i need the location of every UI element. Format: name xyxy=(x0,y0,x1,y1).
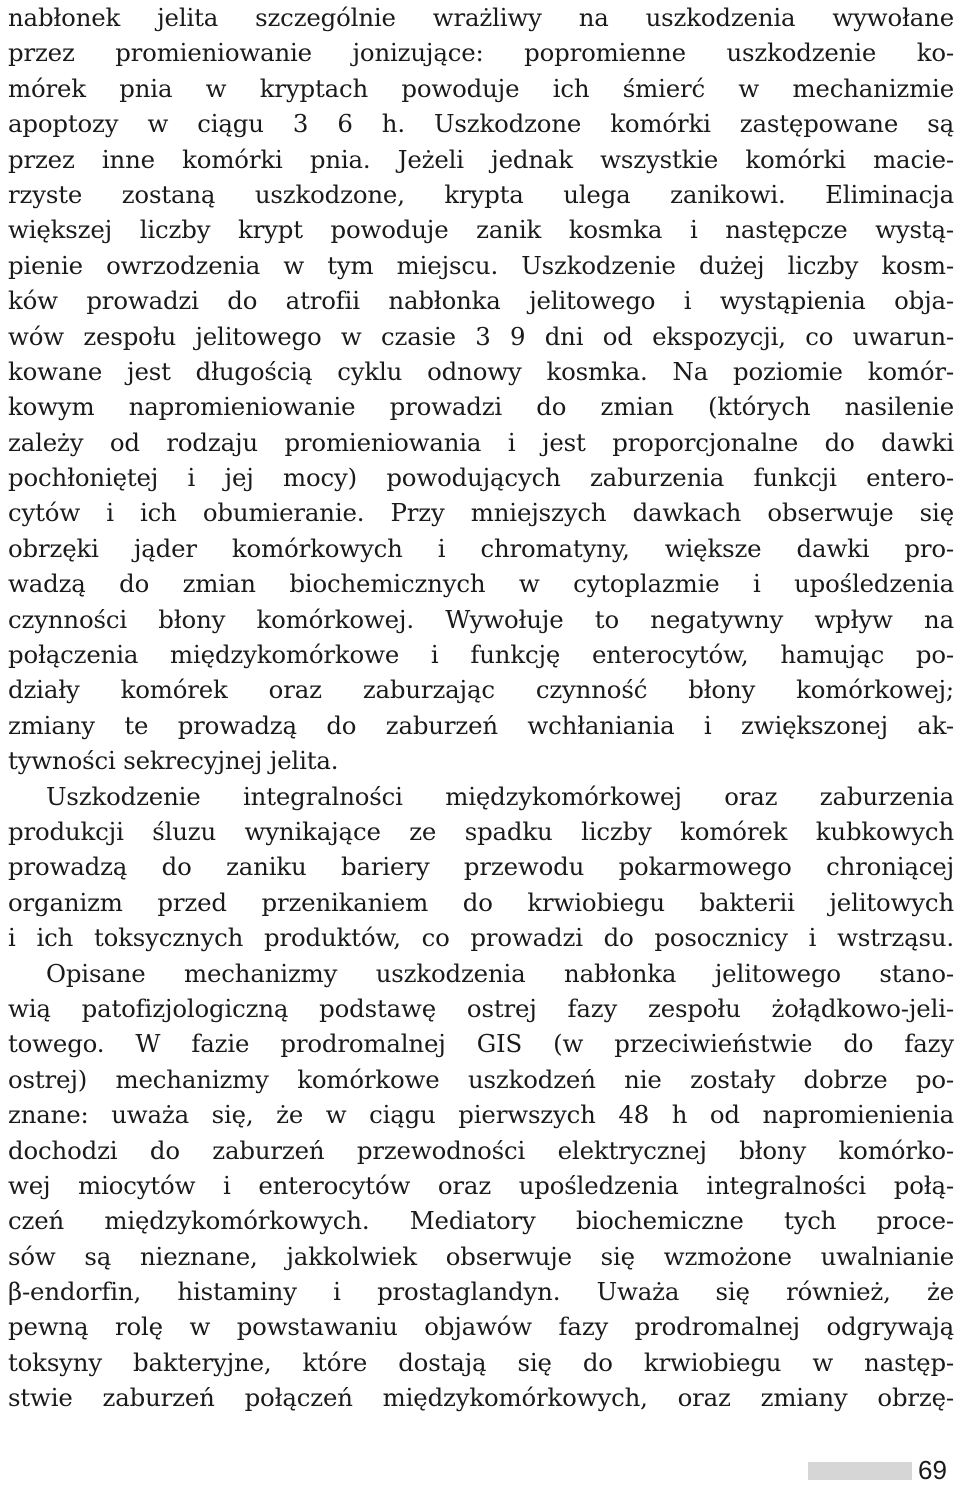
paragraph-3 xyxy=(8,956,954,1416)
text-line: toksyny bakteryjne, które dostają się do krwiobiegu w następ- xyxy=(8,1347,954,1377)
text-line: ostrej) mechanizmy komórkowe uszkodzeń nie zostały dobrze po- xyxy=(8,1064,954,1094)
text-line: cytów i ich obumieranie. Przy mniejszych dawkach obserwuje się xyxy=(8,498,954,528)
text-line: organizm przed przenikaniem do krwiobiegu bakterii jelitowych xyxy=(8,887,954,917)
text-line: większej liczby krypt powoduje zanik kosmka i następcze wystą- xyxy=(8,215,954,245)
text-line: połączenia międzykomórkowe i funkcję enterocytów, hamując po- xyxy=(8,640,954,670)
text-line: prowadzą do zaniku bariery przewodu pokarmowego chroniącej xyxy=(8,852,954,882)
text-line: apoptozy w ciągu 3 6 h. Uszkodzone komórki zastępowane są xyxy=(8,109,954,139)
text-line: obrzęki jąder komórkowych i chromatyny, większe dawki pro- xyxy=(8,533,954,563)
text-line: wadzą do zmian biochemicznych w cytoplazmie i upośledzenia xyxy=(8,569,954,599)
text-line: towego. W fazie prodromalnej GIS (w przeciwieństwie do fazy xyxy=(8,1029,954,1059)
text-line: β-endorfin, histaminy i prostaglandyn. Uważa się również, że xyxy=(8,1277,954,1307)
text-line: rzyste zostaną uszkodzone, krypta ulega zanikowi. Eliminacja xyxy=(8,179,954,209)
text-line: zależy od rodzaju promieniowania i jest proporcjonalne do dawki xyxy=(8,427,954,457)
text-line: stwie zaburzeń połączeń międzykomórkowych, oraz zmiany obrzę- xyxy=(8,1383,954,1413)
text-line: Opisane mechanizmy uszkodzenia nabłonka jelitowego stano- xyxy=(46,958,954,988)
text-line: produkcji śluzu wynikające ze spadku liczby komórek kubkowych xyxy=(8,816,954,846)
document-page xyxy=(8,0,954,1416)
text-line: nabłonek jelita szczególnie wrażliwy na uszkodzenia wywołane xyxy=(8,3,954,32)
page-footer xyxy=(0,1454,960,1486)
text-line: ków prowadzi do atrofii nabłonka jelitowego i wystąpienia obja- xyxy=(8,286,954,316)
text-line: czeń międzykomórkowych. Mediatory biochemiczne tych proce- xyxy=(8,1206,954,1236)
text-line: kowane jest długością cyklu odnowy kosmka. Na poziomie komór- xyxy=(8,356,954,386)
text-line: czynności błony komórkowej. Wywołuje to negatywny wpływ na xyxy=(8,604,954,634)
text-line: pewną rolę w powstawaniu objawów fazy prodromalnej odgrywają xyxy=(8,1312,954,1342)
page-number: 69 xyxy=(918,1455,947,1485)
text-line: Uszkodzenie integralności międzykomórkowej oraz zaburzenia xyxy=(46,781,954,811)
text-line: wej miocytów i enterocytów oraz upośledzenia integralności połą- xyxy=(8,1170,954,1200)
text-line: kowym napromieniowanie prowadzi do zmian (których nasilenie xyxy=(8,392,954,422)
text-line: tywności sekrecyjnej jelita. xyxy=(8,746,339,776)
text-line: wią patofizjologiczną podstawę ostrej fazy zespołu żołądkowo-jeli- xyxy=(8,993,954,1023)
text-line: znane: uważa się, że w ciągu pierwszych 48 h od napromienienia xyxy=(8,1100,954,1130)
paragraph-2 xyxy=(8,779,954,956)
text-line: przez inne komórki pnia. Jeżeli jednak wszystkie komórki macie- xyxy=(8,144,954,174)
text-line: przez promieniowanie jonizujące: popromienne uszkodzenie ko- xyxy=(8,38,954,68)
text-line: działy komórek oraz zaburzając czynność błony komórkowej; xyxy=(8,675,954,705)
text-line: i ich toksycznych produktów, co prowadzi do posocznicy i wstrząsu. xyxy=(8,923,954,953)
text-line: wów zespołu jelitowego w czasie 3 9 dni od ekspozycji, co uwarun- xyxy=(8,321,954,351)
text-line: dochodzi do zaburzeń przewodności elektrycznej błony komórko- xyxy=(8,1135,954,1165)
text-line: zmiany te prowadzą do zaburzeń wchłaniania i zwiększonej ak- xyxy=(8,710,954,740)
page-number-bar xyxy=(808,1462,912,1480)
text-line: pienie owrzodzenia w tym miejscu. Uszkodzenie dużej liczby kosm- xyxy=(8,250,954,280)
text-line: sów są nieznane, jakkolwiek obserwuje się wzmożone uwalnianie xyxy=(8,1241,954,1271)
text-line: mórek pnia w kryptach powoduje ich śmierć w mechanizmie xyxy=(8,73,954,103)
paragraph-1 xyxy=(8,0,954,779)
text-line: pochłoniętej i jej mocy) powodujących zaburzenia funkcji entero- xyxy=(8,463,954,493)
